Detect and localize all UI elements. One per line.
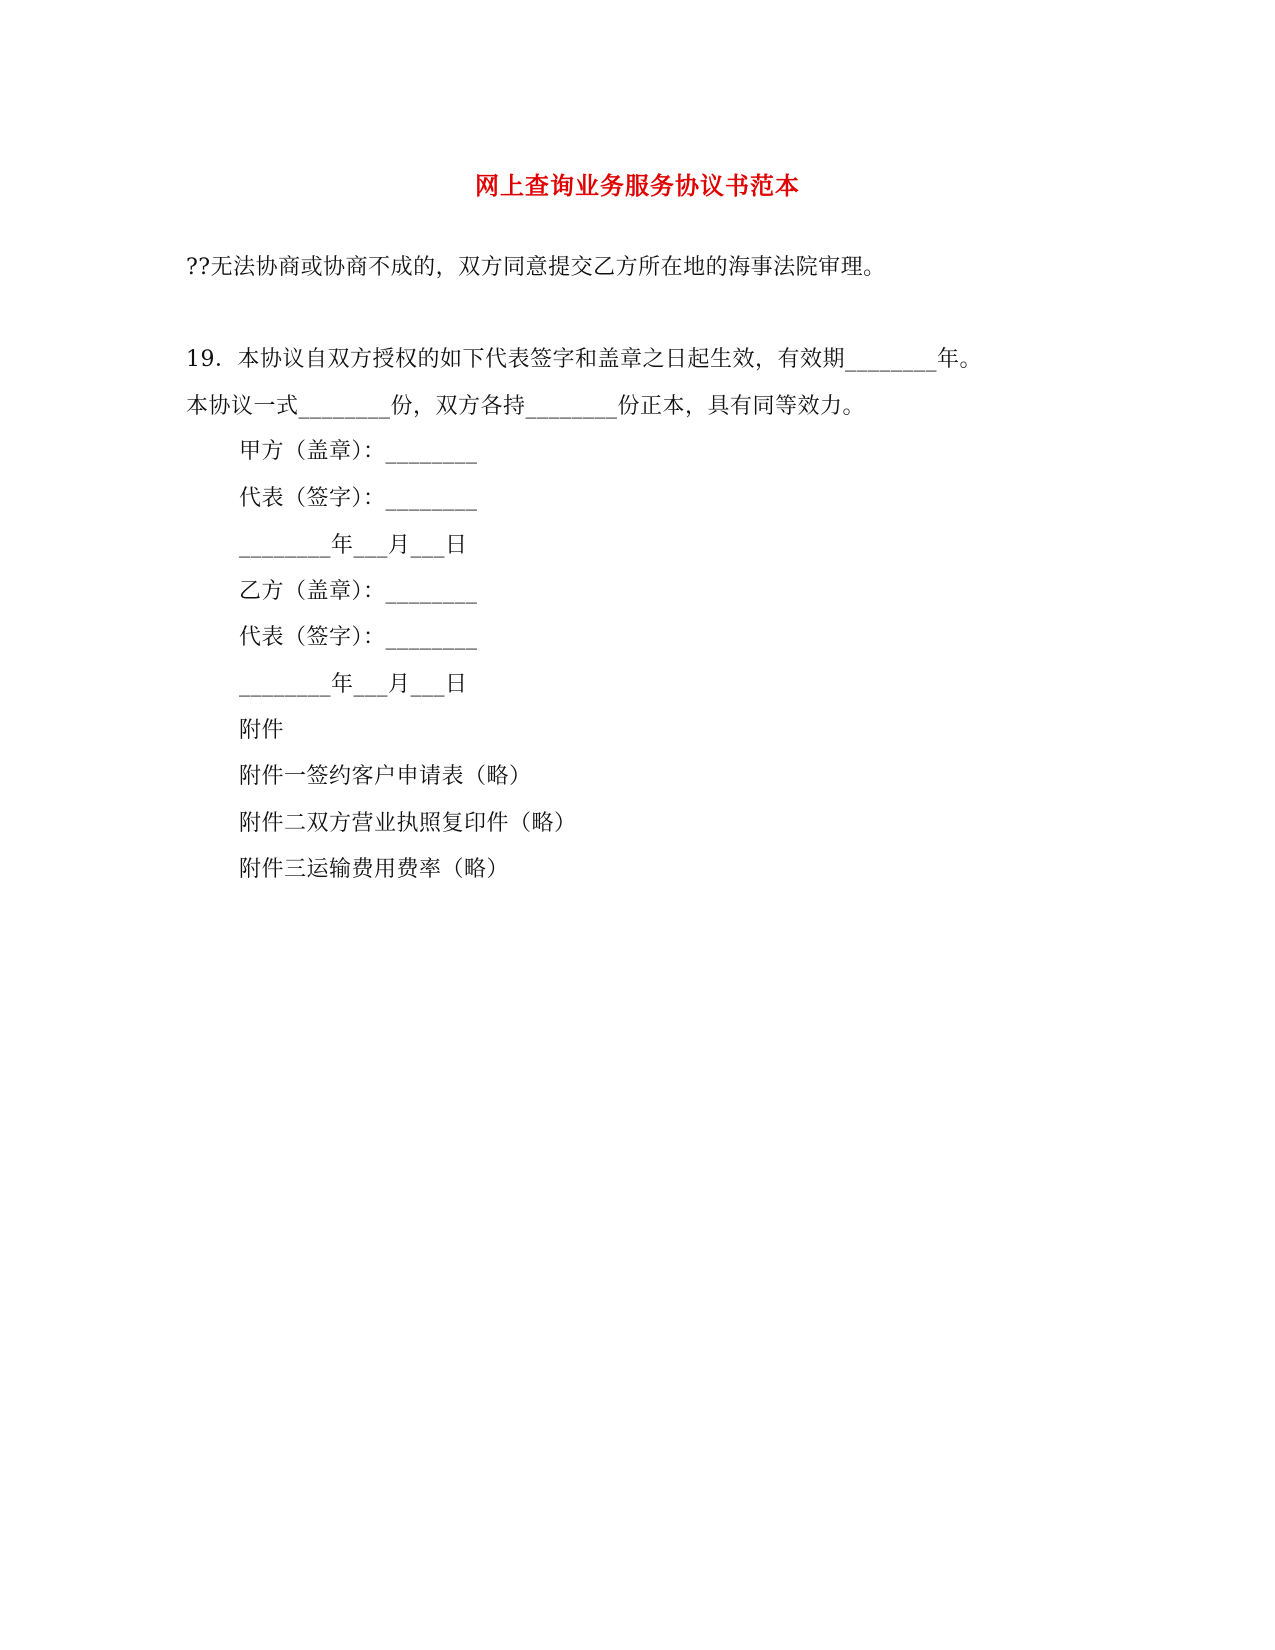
attachment-item: 附件二双方营业执照复印件（略） [239,811,577,836]
paragraph-effective-term: 19．本协议自双方授权的如下代表签字和盖章之日起生效，有效期________年。 [186,347,982,372]
party-a-representative-line: 代表（签字）：________ [239,486,478,511]
party-a-seal-line: 甲方（盖章）：________ [239,439,478,464]
party-b-date-line: ________年___月___日 [239,672,468,697]
paragraph-copies: 本协议一式________份，双方各持________份正本，具有同等效力。 [186,394,866,419]
party-a-date-line: ________年___月___日 [239,533,468,558]
attachments-heading: 附件 [239,718,285,743]
attachment-item: 附件一签约客户申请表（略） [239,764,532,789]
party-b-seal-line: 乙方（盖章）：________ [239,579,478,604]
attachment-item: 附件三运输费用费率（略） [239,857,510,882]
paragraph-dispute: ??无法协商或协商不成的，双方同意提交乙方所在地的海事法院审理。 [186,255,886,280]
party-b-representative-line: 代表（签字）：________ [239,625,478,650]
document-title: 网上查询业务服务协议书范本 [475,172,800,200]
